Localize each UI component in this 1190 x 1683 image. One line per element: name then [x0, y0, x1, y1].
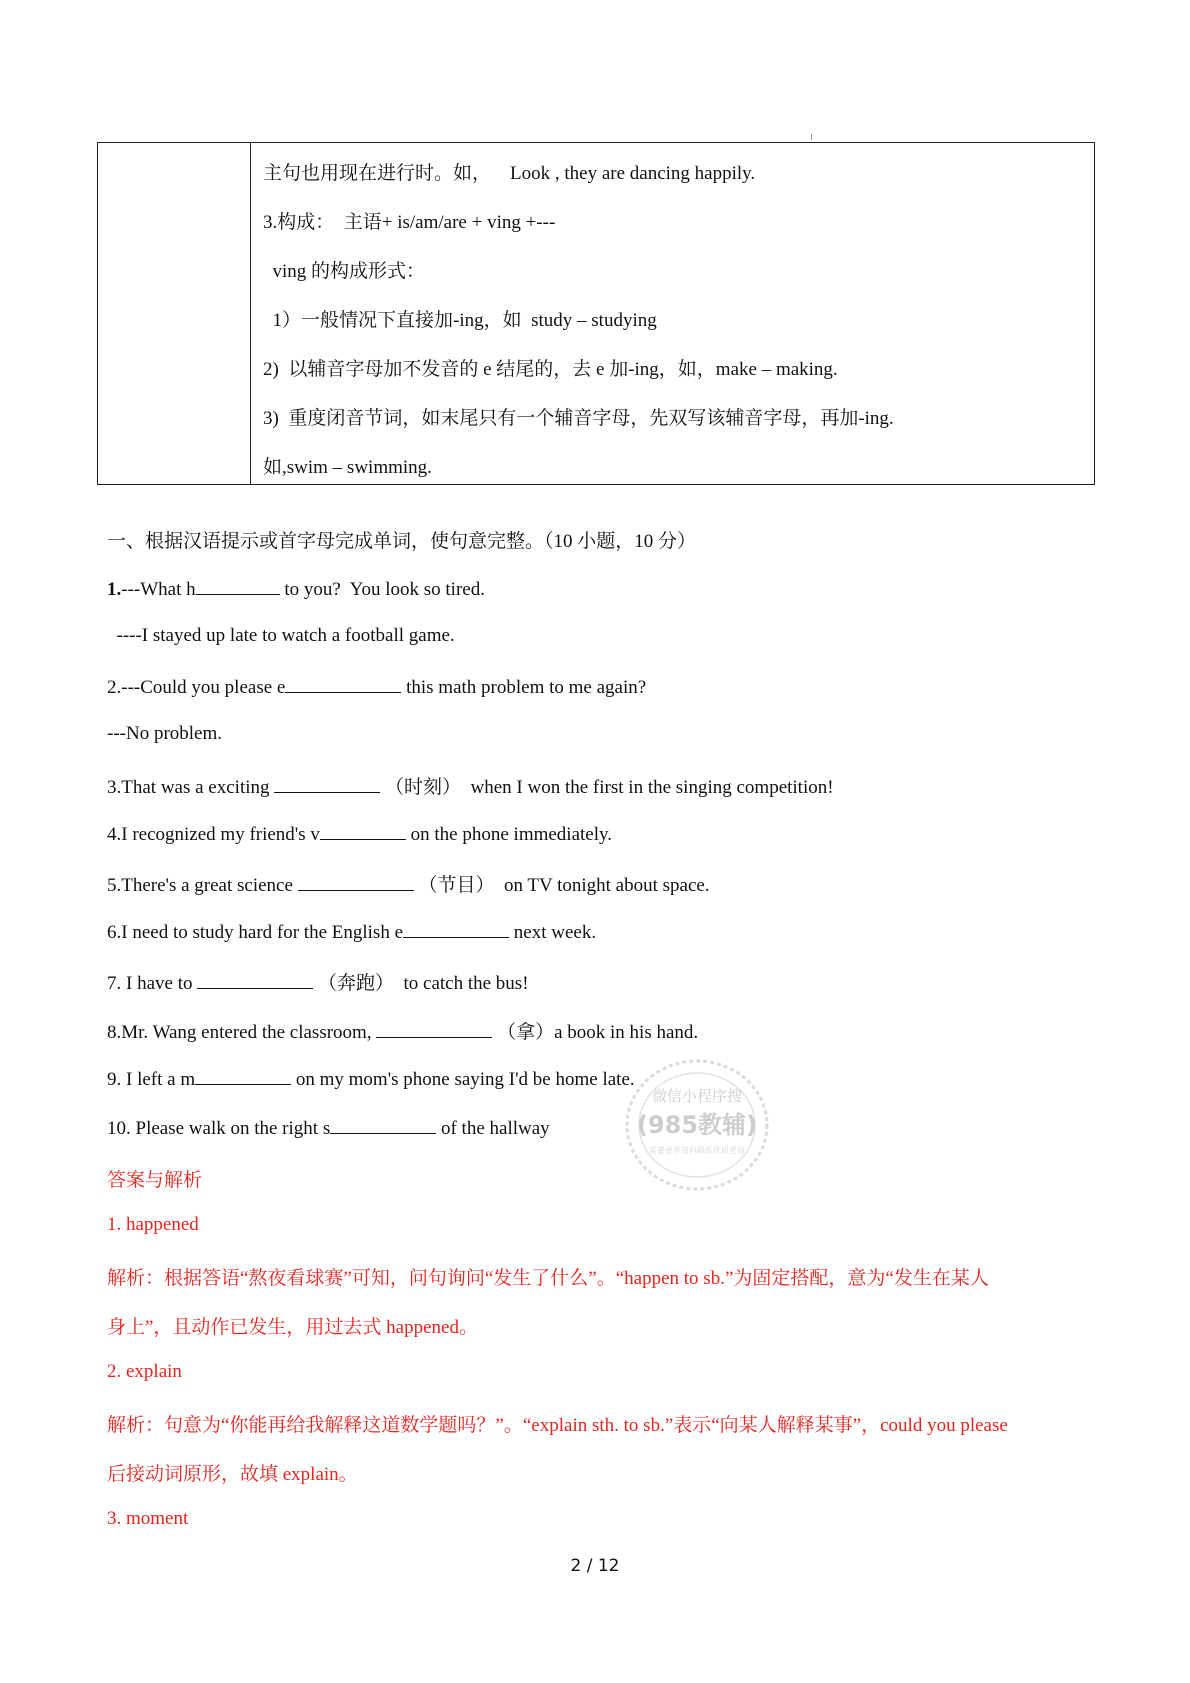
- question-4-text-a: 4.I recognized my friend's v: [107, 824, 320, 845]
- question-1-reply: ----I stayed up late to watch a football game.: [107, 625, 455, 646]
- table-line-7: 如,swim – swimming.: [263, 457, 432, 478]
- question-6-text-a: 6.I need to study hard for the English e: [107, 922, 404, 943]
- answer-1: 1. happened: [107, 1214, 199, 1235]
- table-line-4: 1）一般情况下直接加-ing，如 study – studying: [263, 310, 657, 331]
- question-7: [107, 968, 529, 995]
- question-5-text-b: （节目） on TV tonight about space.: [413, 875, 710, 896]
- table-line-6: 3) 重度闭音节词，如末尾只有一个辅音字母，先双写该辅音字母，再加-ing.: [263, 408, 894, 429]
- question-2-reply: ---No problem.: [107, 723, 223, 744]
- question-5-text-a: 5.There's a great science: [107, 875, 298, 896]
- question-6-blank[interactable]: [403, 919, 509, 938]
- table-line-3: ving 的构成形式：: [263, 261, 426, 282]
- question-5-blank[interactable]: [298, 872, 414, 891]
- question-6: [107, 919, 596, 944]
- question-2: [107, 674, 646, 699]
- question-3-blank[interactable]: [274, 774, 380, 793]
- question-7-blank[interactable]: [197, 970, 313, 989]
- question-8-text-b: （拿）a book in his hand.: [492, 1022, 699, 1043]
- question-6-text-b: next week.: [509, 922, 597, 943]
- question-9-text-a: 9. I left a m: [107, 1069, 196, 1090]
- question-3: [107, 772, 834, 799]
- question-1-number: 1.: [107, 579, 122, 600]
- question-1-text-b: to you? You look so tired.: [279, 579, 485, 600]
- page-tick-mark: [811, 134, 812, 140]
- table-line-2: 3.构成： 主语+ is/am/are + ving +---: [263, 212, 556, 233]
- question-3-text-a: 3.That was a exciting: [107, 777, 275, 798]
- question-8: [107, 1017, 698, 1044]
- question-10-text-a: 10. Please walk on the right s: [107, 1118, 331, 1139]
- watermark-stamp: [622, 1055, 772, 1195]
- question-1-text-a: ---What h: [121, 579, 196, 600]
- table-left-cell: [98, 143, 251, 484]
- question-1: [107, 576, 485, 601]
- table-line-5: 2) 以辅音字母加不发音的 e 结尾的，去 e 加-ing，如，make – making.: [263, 359, 838, 380]
- page-number: 2 / 12: [570, 1556, 620, 1576]
- question-9-blank[interactable]: [195, 1066, 291, 1085]
- question-1-blank[interactable]: [196, 576, 280, 595]
- question-9-text-b: on my mom's phone saying I'd be home late.: [291, 1069, 635, 1090]
- question-2-text-b: this math problem to me again?: [401, 677, 647, 698]
- grammar-table: [97, 142, 1095, 485]
- question-4-text-b: on the phone immediately.: [405, 824, 613, 845]
- question-10: [107, 1115, 550, 1140]
- question-10-blank[interactable]: [330, 1115, 436, 1134]
- answer-3: 3. moment: [107, 1508, 189, 1529]
- question-5: [107, 870, 710, 897]
- question-2-text-a: 2.---Could you please e: [107, 677, 286, 698]
- explanation-1-line-1: 解析：根据答语“熬夜看球赛”可知，问句询问“发生了什么”。“happen to sb.”为固定搭配，意为“发生在某人: [107, 1268, 989, 1289]
- watermark-text-1: 微信小程序搜: [651, 1087, 743, 1105]
- question-8-blank[interactable]: [376, 1019, 492, 1038]
- answer-2: 2. explain: [107, 1361, 182, 1382]
- table-line-1: 主句也用现在进行时。如， Look , they are dancing happily.: [263, 163, 756, 184]
- question-8-text-a: 8.Mr. Wang entered the classroom,: [107, 1022, 377, 1043]
- question-2-blank[interactable]: [285, 674, 401, 693]
- question-4-blank[interactable]: [320, 821, 406, 840]
- explanation-2-line-2: 后接动词原形，故填 explain。: [107, 1464, 358, 1485]
- question-4: [107, 821, 612, 846]
- explanation-1-line-2: 身上”，且动作已发生，用过去式 happened。: [107, 1317, 478, 1338]
- section-title: 一、根据汉语提示或首字母完成单词，使句意完整。（10 小题，10 分）: [107, 531, 697, 552]
- table-right-cell: [251, 143, 1094, 484]
- question-10-text-b: of the hallway: [436, 1118, 550, 1139]
- explanation-2-line-1: 解析：句意为“你能再给我解释这道数学题吗？”。“explain sth. to sb.”表示“向某人解释某事”，could you please: [107, 1415, 1008, 1436]
- question-9: [107, 1066, 635, 1091]
- question-3-text-b: （时刻） when I won the first in the singing competition!: [380, 777, 834, 798]
- question-7-text-b: （奔跑） to catch the bus!: [313, 973, 529, 994]
- watermark-text-2: (985教辅): [636, 1111, 758, 1139]
- question-7-text-a: 7. I have to: [107, 973, 198, 994]
- watermark-text-3: 需要更多资料联系优质老师: [649, 1146, 745, 1155]
- answers-heading: 答案与解析: [107, 1170, 203, 1191]
